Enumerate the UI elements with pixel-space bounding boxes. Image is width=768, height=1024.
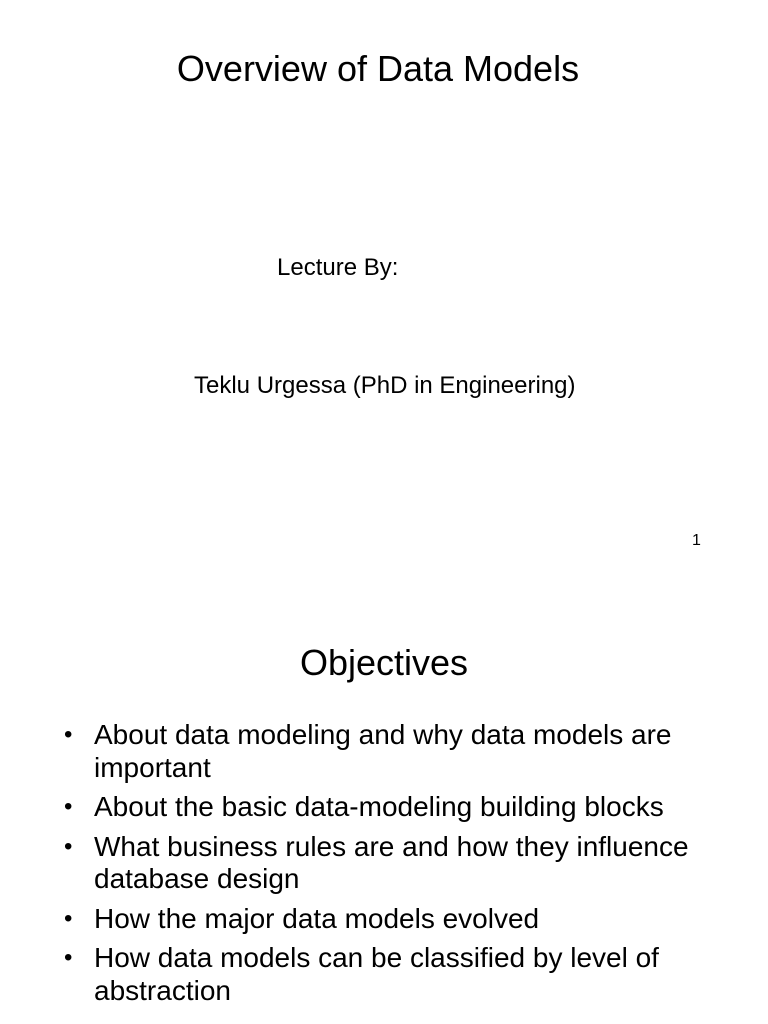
- lecture-by-label: Lecture By:: [277, 254, 399, 281]
- objectives-list: [62, 719, 712, 1014]
- slide-title: Objectives: [299, 642, 469, 683]
- objectives-slide: [0, 576, 768, 1024]
- list-item-text: How the major data models evolved: [94, 902, 540, 934]
- list-item: [62, 942, 712, 1007]
- bullet-icon: •: [64, 904, 73, 932]
- bullet-icon: •: [64, 721, 73, 748]
- list-item-text: How data models can be classified by level of abstraction: [94, 942, 659, 1006]
- slide-title: Overview of Data Models: [176, 48, 580, 89]
- list-item: [62, 791, 712, 824]
- bullet-icon: •: [64, 944, 73, 971]
- bullet-icon: •: [64, 793, 73, 820]
- list-item: [62, 903, 712, 936]
- author-name: Teklu Urgessa (PhD in Engineering): [194, 372, 576, 399]
- list-item-text: About the basic data-modeling building blocks: [94, 791, 664, 822]
- page-number: 1: [692, 532, 701, 549]
- list-item: [62, 831, 712, 896]
- list-item-text: About data modeling and why data models are important: [94, 719, 672, 783]
- list-item-text: What business rules are and how they influence database design: [94, 830, 689, 894]
- list-item: [62, 719, 712, 784]
- bullet-icon: •: [64, 832, 73, 860]
